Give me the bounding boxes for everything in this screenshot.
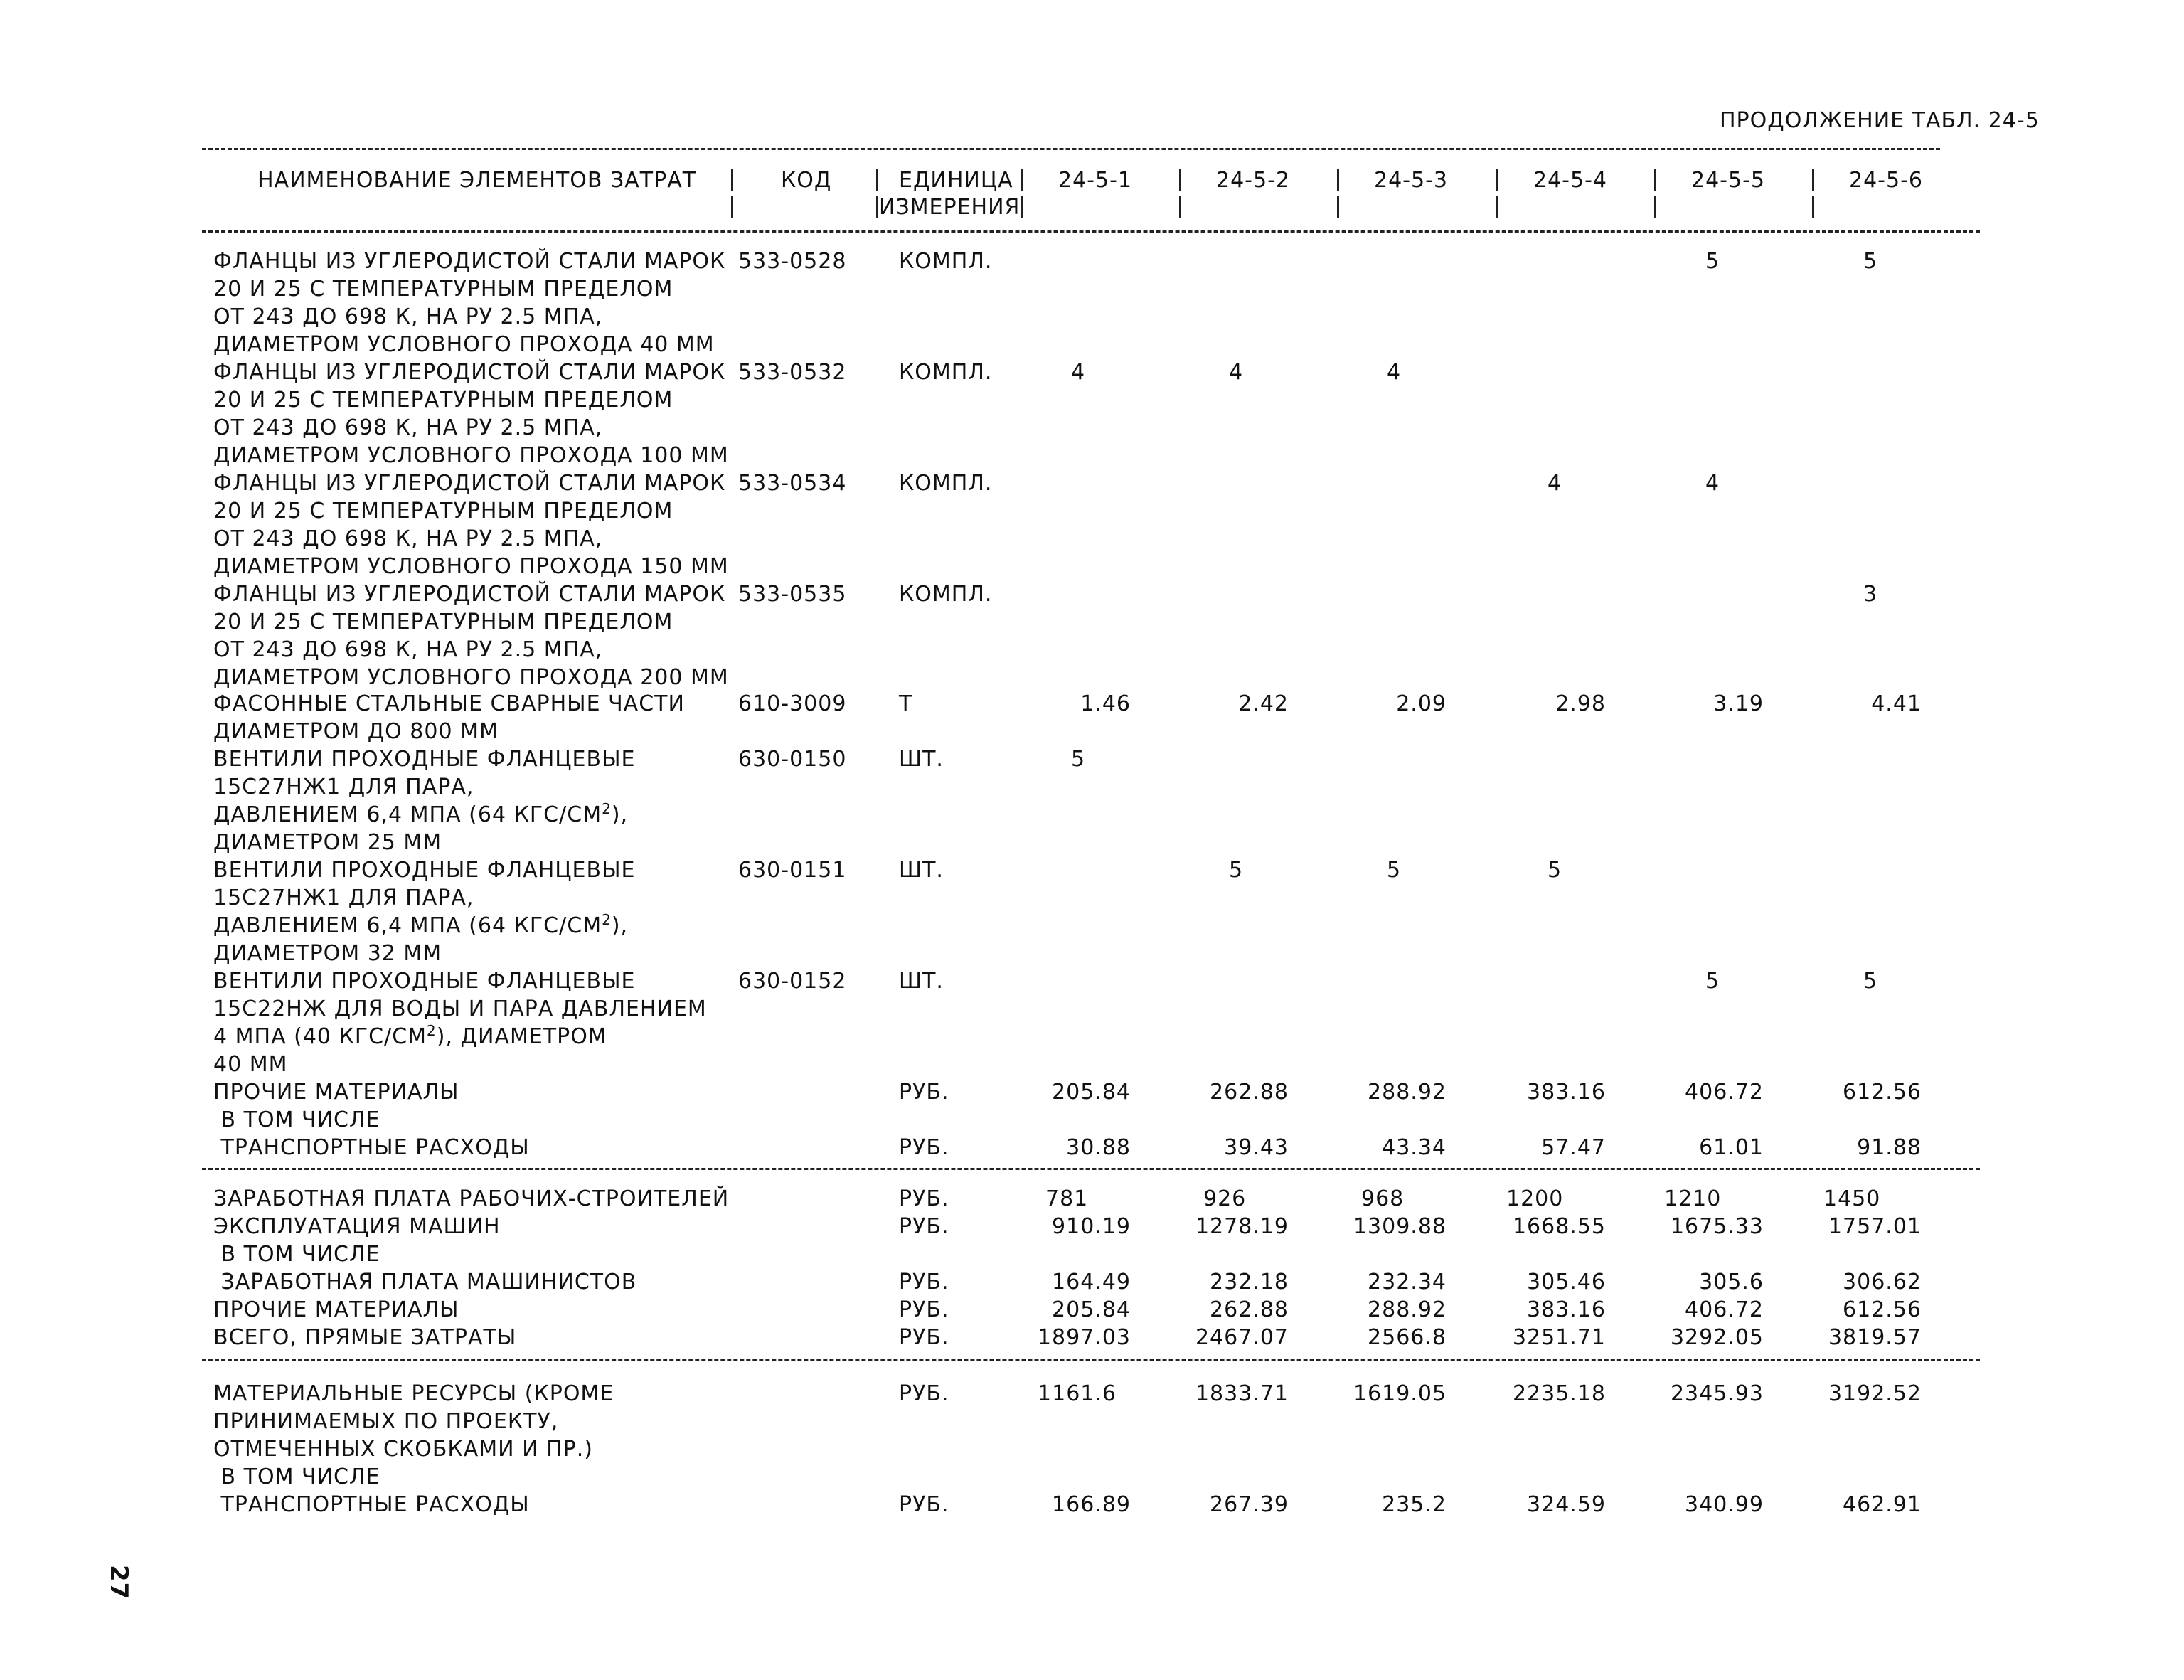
cell-24-5-2: 39.43 bbox=[1224, 1135, 1289, 1160]
row-name-line: 15С22НЖ ДЛЯ ВОДЫ И ПАРА ДАВЛЕНИЕМ bbox=[213, 996, 707, 1021]
row-name-line: 40 ММ bbox=[213, 1052, 288, 1077]
cell-24-5-3: 235.2 bbox=[1382, 1492, 1447, 1517]
cell-24-5-6: 3 bbox=[1863, 582, 1878, 607]
cell-24-5-1: 781 bbox=[1045, 1186, 1089, 1211]
cell-24-5-1: 30.88 bbox=[1066, 1135, 1131, 1160]
table-continuation-title: ПРОДОЛЖЕНИЕ ТАБЛ. 24-5 bbox=[1720, 108, 2040, 133]
cell-24-5-1: 4 bbox=[1071, 360, 1086, 385]
cell-24-5-1: 1161.6 bbox=[1038, 1381, 1117, 1406]
row-name-line: ФЛАНЦЫ ИЗ УГЛЕРОДИСТОЙ СТАЛИ МАРОК bbox=[213, 582, 726, 607]
header-separator bbox=[1179, 196, 1181, 218]
row-name-line: ДИАМЕТРОМ 32 ММ bbox=[213, 941, 442, 966]
cell-24-5-5: 305.6 bbox=[1699, 1270, 1764, 1294]
cell-24-5-2: 2467.07 bbox=[1195, 1325, 1289, 1350]
row-name-line: 4 МПА (40 КГС/$СМ^2$), ДИАМЕТРОМ bbox=[213, 1022, 607, 1049]
cell-24-5-1: 910.19 bbox=[1052, 1214, 1131, 1239]
row-code: 533-0534 bbox=[738, 471, 847, 496]
row-name-line: ОТМЕЧЕННЫХ СКОБКАМИ И ПР.) bbox=[213, 1437, 593, 1462]
row-unit: РУБ. bbox=[899, 1080, 949, 1105]
row-unit: РУБ. bbox=[899, 1325, 949, 1350]
cell-24-5-4: 2.98 bbox=[1555, 691, 1606, 716]
cell-24-5-2: 262.88 bbox=[1210, 1080, 1289, 1105]
cell-24-5-4: 383.16 bbox=[1527, 1297, 1606, 1322]
cell-24-5-4: 4 bbox=[1548, 471, 1562, 496]
col-header-unit-2: ИЗМЕРЕНИЯ bbox=[879, 195, 1021, 220]
row-name-line: МАТЕРИАЛЬНЫЕ РЕСУРСЫ (КРОМЕ bbox=[213, 1381, 614, 1406]
row-unit: ШТ. bbox=[899, 969, 944, 994]
cell-24-5-6: 3819.57 bbox=[1828, 1325, 1922, 1350]
cell-24-5-2: 5 bbox=[1229, 858, 1244, 883]
cell-24-5-5: 406.72 bbox=[1685, 1297, 1764, 1322]
cell-24-5-3: 4 bbox=[1387, 360, 1402, 385]
cell-24-5-3: 2566.8 bbox=[1368, 1325, 1447, 1350]
cell-24-5-4: 3251.71 bbox=[1512, 1325, 1606, 1350]
col-header-24-5-4: 24-5-4 bbox=[1533, 168, 1607, 193]
cell-24-5-1: 205.84 bbox=[1052, 1297, 1131, 1322]
cell-24-5-2: 1278.19 bbox=[1195, 1214, 1289, 1239]
row-name-line: ДАВЛЕНИЕМ 6,4 МПА (64 КГС/$СМ^2$), bbox=[213, 800, 629, 827]
col-header-24-5-3: 24-5-3 bbox=[1374, 168, 1448, 193]
cell-24-5-6: 3192.52 bbox=[1828, 1381, 1922, 1406]
header-separator bbox=[1021, 196, 1023, 218]
cell-24-5-4: 5 bbox=[1548, 858, 1562, 883]
col-header-24-5-2: 24-5-2 bbox=[1216, 168, 1290, 193]
row-unit: ШТ. bbox=[899, 747, 944, 772]
row-name: ПРОЧИЕ МАТЕРИАЛЫ bbox=[213, 1080, 459, 1105]
header-separator bbox=[1337, 196, 1339, 218]
cell-24-5-2: 232.18 bbox=[1210, 1270, 1289, 1294]
cell-24-5-2: 262.88 bbox=[1210, 1297, 1289, 1322]
row-unit: РУБ. bbox=[899, 1492, 949, 1517]
row-name: ПРОЧИЕ МАТЕРИАЛЫ bbox=[213, 1297, 459, 1322]
row-code: 533-0535 bbox=[738, 582, 847, 607]
cell-24-5-6: 612.56 bbox=[1843, 1080, 1922, 1105]
cell-24-5-5: 1675.33 bbox=[1670, 1214, 1764, 1239]
row-code: 610-3009 bbox=[738, 691, 847, 716]
header-separator bbox=[1179, 169, 1181, 191]
row-unit: Т bbox=[899, 691, 913, 716]
cell-24-5-2: 2.42 bbox=[1238, 691, 1289, 716]
header-separator bbox=[1812, 196, 1814, 218]
row-name-line: ОТ 243 ДО 698 К, НА РУ 2.5 МПА, bbox=[213, 637, 603, 662]
cell-24-5-6: 1450 bbox=[1823, 1186, 1881, 1211]
row-name: ЗАРАБОТНАЯ ПЛАТА РАБОЧИХ-СТРОИТЕЛЕЙ bbox=[213, 1186, 730, 1211]
col-header-code: КОД bbox=[781, 168, 832, 193]
cell-24-5-3: 43.34 bbox=[1382, 1135, 1447, 1160]
col-header-24-5-1: 24-5-1 bbox=[1058, 168, 1132, 193]
cell-24-5-1: 164.49 bbox=[1052, 1270, 1131, 1294]
cell-24-5-4: 383.16 bbox=[1527, 1080, 1606, 1105]
cell-24-5-4: 324.59 bbox=[1527, 1492, 1606, 1517]
row-name-line: ДИАМЕТРОМ УСЛОВНОГО ПРОХОДА 40 ММ bbox=[213, 332, 715, 357]
header-separator bbox=[1654, 196, 1656, 218]
cell-24-5-5: 4 bbox=[1705, 471, 1720, 496]
cell-24-5-6: 612.56 bbox=[1843, 1297, 1922, 1322]
cell-24-5-5: 1210 bbox=[1664, 1186, 1722, 1211]
row-name-line: ОТ 243 ДО 698 К, НА РУ 2.5 МПА, bbox=[213, 415, 603, 440]
cell-24-5-2: 267.39 bbox=[1210, 1492, 1289, 1517]
cell-24-5-6: 462.91 bbox=[1843, 1492, 1922, 1517]
cell-24-5-3: 2.09 bbox=[1396, 691, 1447, 716]
row-name-line: ПРИНИМАЕМЫХ ПО ПРОЕКТУ, bbox=[213, 1409, 559, 1434]
row-name-line: 20 И 25 С ТЕМПЕРАТУРНЫМ ПРЕДЕЛОМ bbox=[213, 499, 673, 523]
section-rule bbox=[202, 1168, 1980, 1170]
col-header-24-5-5: 24-5-5 bbox=[1691, 168, 1765, 193]
col-header-24-5-6: 24-5-6 bbox=[1849, 168, 1923, 193]
cell-24-5-1: 1897.03 bbox=[1037, 1325, 1131, 1350]
row-name-line: 15С27НЖ1 ДЛЯ ПАРА, bbox=[213, 886, 474, 910]
header-separator bbox=[1496, 169, 1498, 191]
header-separator bbox=[1496, 196, 1498, 218]
page-number: 27 bbox=[105, 1565, 133, 1600]
cell-24-5-3: 5 bbox=[1387, 858, 1402, 883]
col-header-unit: ЕДИНИЦА bbox=[899, 168, 1013, 193]
row-name-line: 15С27НЖ1 ДЛЯ ПАРА, bbox=[213, 775, 474, 799]
row-name-line: ФАСОННЫЕ СТАЛЬНЫЕ СВАРНЫЕ ЧАСТИ bbox=[213, 691, 685, 716]
row-unit: РУБ. bbox=[899, 1297, 949, 1322]
row-code: 533-0528 bbox=[738, 249, 847, 274]
cell-24-5-3: 1309.88 bbox=[1353, 1214, 1447, 1239]
cell-24-5-1: 166.89 bbox=[1052, 1492, 1131, 1517]
cell-24-5-3: 288.92 bbox=[1368, 1297, 1447, 1322]
row-name-line: ДИАМЕТРОМ УСЛОВНОГО ПРОХОДА 150 ММ bbox=[213, 554, 729, 579]
cell-24-5-3: 1619.05 bbox=[1353, 1381, 1447, 1406]
row-name-line: ВЕНТИЛИ ПРОХОДНЫЕ ФЛАНЦЕВЫЕ bbox=[213, 858, 636, 883]
cell-24-5-1: 1.46 bbox=[1080, 691, 1131, 716]
row-name: ЗАРАБОТНАЯ ПЛАТА МАШИНИСТОВ bbox=[213, 1270, 637, 1294]
row-name-line: ОТ 243 ДО 698 К, НА РУ 2.5 МПА, bbox=[213, 304, 603, 329]
row-name-line: ДИАМЕТРОМ УСЛОВНОГО ПРОХОДА 200 ММ bbox=[213, 665, 729, 690]
cell-24-5-6: 5 bbox=[1863, 249, 1878, 274]
row-unit: РУБ. bbox=[899, 1186, 949, 1211]
row-unit: РУБ. bbox=[899, 1135, 949, 1160]
cell-24-5-6: 5 bbox=[1863, 969, 1878, 994]
row-unit: РУБ. bbox=[899, 1381, 949, 1406]
row-name-line: ДИАМЕТРОМ 25 ММ bbox=[213, 830, 442, 855]
row-name: ТРАНСПОРТНЫЕ РАСХОДЫ bbox=[213, 1492, 530, 1517]
cell-24-5-5: 5 bbox=[1705, 249, 1720, 274]
cell-24-5-2: 926 bbox=[1203, 1186, 1247, 1211]
row-name-line: ФЛАНЦЫ ИЗ УГЛЕРОДИСТОЙ СТАЛИ МАРОК bbox=[213, 471, 726, 496]
header-separator bbox=[731, 169, 733, 191]
cell-24-5-5: 3292.05 bbox=[1670, 1325, 1764, 1350]
row-name-line: ФЛАНЦЫ ИЗ УГЛЕРОДИСТОЙ СТАЛИ МАРОК bbox=[213, 360, 726, 385]
row-name-line: ФЛАНЦЫ ИЗ УГЛЕРОДИСТОЙ СТАЛИ МАРОК bbox=[213, 249, 726, 274]
cell-24-5-5: 61.01 bbox=[1699, 1135, 1764, 1160]
cell-24-5-6: 91.88 bbox=[1857, 1135, 1922, 1160]
cell-24-5-1: 5 bbox=[1071, 747, 1086, 772]
cell-24-5-5: 2345.93 bbox=[1670, 1381, 1764, 1406]
cell-24-5-6: 306.62 bbox=[1843, 1270, 1922, 1294]
row-unit: РУБ. bbox=[899, 1214, 949, 1239]
row-name: В ТОМ ЧИСЛЕ bbox=[213, 1242, 380, 1267]
row-name: В ТОМ ЧИСЛЕ bbox=[213, 1464, 380, 1489]
cell-24-5-5: 3.19 bbox=[1713, 691, 1764, 716]
row-name-line: 20 И 25 С ТЕМПЕРАТУРНЫМ ПРЕДЕЛОМ bbox=[213, 388, 673, 413]
row-unit: КОМПЛ. bbox=[899, 582, 993, 607]
row-code: 630-0151 bbox=[738, 858, 847, 883]
header-separator bbox=[1654, 169, 1656, 191]
cell-24-5-3: 968 bbox=[1361, 1186, 1405, 1211]
cell-24-5-5: 340.99 bbox=[1685, 1492, 1764, 1517]
cell-24-5-3: 288.92 bbox=[1368, 1080, 1447, 1105]
row-name-line: ДИАМЕТРОМ ДО 800 ММ bbox=[213, 719, 499, 744]
row-name: ТРАНСПОРТНЫЕ РАСХОДЫ bbox=[213, 1135, 530, 1160]
row-name-line: ВЕНТИЛИ ПРОХОДНЫЕ ФЛАНЦЕВЫЕ bbox=[213, 747, 636, 772]
header-separator bbox=[1021, 169, 1023, 191]
row-unit: КОМПЛ. bbox=[899, 249, 993, 274]
row-name: В ТОМ ЧИСЛЕ bbox=[213, 1107, 380, 1132]
row-name: ВСЕГО, ПРЯМЫЕ ЗАТРАТЫ bbox=[213, 1325, 517, 1350]
row-name-line: 20 И 25 С ТЕМПЕРАТУРНЫМ ПРЕДЕЛОМ bbox=[213, 610, 673, 634]
cell-24-5-2: 4 bbox=[1229, 360, 1244, 385]
header-bottom-rule bbox=[202, 230, 1980, 233]
cell-24-5-4: 305.46 bbox=[1527, 1270, 1606, 1294]
row-code: 533-0532 bbox=[738, 360, 847, 385]
cell-24-5-5: 406.72 bbox=[1685, 1080, 1764, 1105]
header-top-rule bbox=[202, 148, 1940, 150]
row-name-line: ВЕНТИЛИ ПРОХОДНЫЕ ФЛАНЦЕВЫЕ bbox=[213, 969, 636, 994]
header-separator bbox=[876, 169, 878, 191]
row-unit: ШТ. bbox=[899, 858, 944, 883]
row-unit: РУБ. bbox=[899, 1270, 949, 1294]
header-separator bbox=[731, 196, 733, 218]
row-code: 630-0150 bbox=[738, 747, 847, 772]
header-separator bbox=[1337, 169, 1339, 191]
row-code: 630-0152 bbox=[738, 969, 847, 994]
cell-24-5-4: 57.47 bbox=[1541, 1135, 1606, 1160]
cell-24-5-4: 1200 bbox=[1506, 1186, 1564, 1211]
cell-24-5-6: 4.41 bbox=[1871, 691, 1922, 716]
row-name-line: 20 И 25 С ТЕМПЕРАТУРНЫМ ПРЕДЕЛОМ bbox=[213, 277, 673, 302]
cell-24-5-5: 5 bbox=[1705, 969, 1720, 994]
row-unit: КОМПЛ. bbox=[899, 471, 993, 496]
cell-24-5-3: 232.34 bbox=[1368, 1270, 1447, 1294]
cell-24-5-1: 205.84 bbox=[1052, 1080, 1131, 1105]
cell-24-5-4: 2235.18 bbox=[1512, 1381, 1606, 1406]
header-separator bbox=[876, 196, 878, 218]
row-name: ЭКСПЛУАТАЦИЯ МАШИН bbox=[213, 1214, 501, 1239]
row-name-line: ОТ 243 ДО 698 К, НА РУ 2.5 МПА, bbox=[213, 526, 603, 551]
cell-24-5-4: 1668.55 bbox=[1512, 1214, 1606, 1239]
cell-24-5-2: 1833.71 bbox=[1195, 1381, 1289, 1406]
row-name-line: ДИАМЕТРОМ УСЛОВНОГО ПРОХОДА 100 ММ bbox=[213, 443, 729, 468]
row-unit: КОМПЛ. bbox=[899, 360, 993, 385]
section-rule bbox=[202, 1359, 1980, 1361]
col-header-name: НАИМЕНОВАНИЕ ЭЛЕМЕНТОВ ЗАТРАТ bbox=[257, 168, 697, 193]
row-name-line: ДАВЛЕНИЕМ 6,4 МПА (64 КГС/$СМ^2$), bbox=[213, 911, 629, 938]
header-separator bbox=[1812, 169, 1814, 191]
cell-24-5-6: 1757.01 bbox=[1828, 1214, 1922, 1239]
